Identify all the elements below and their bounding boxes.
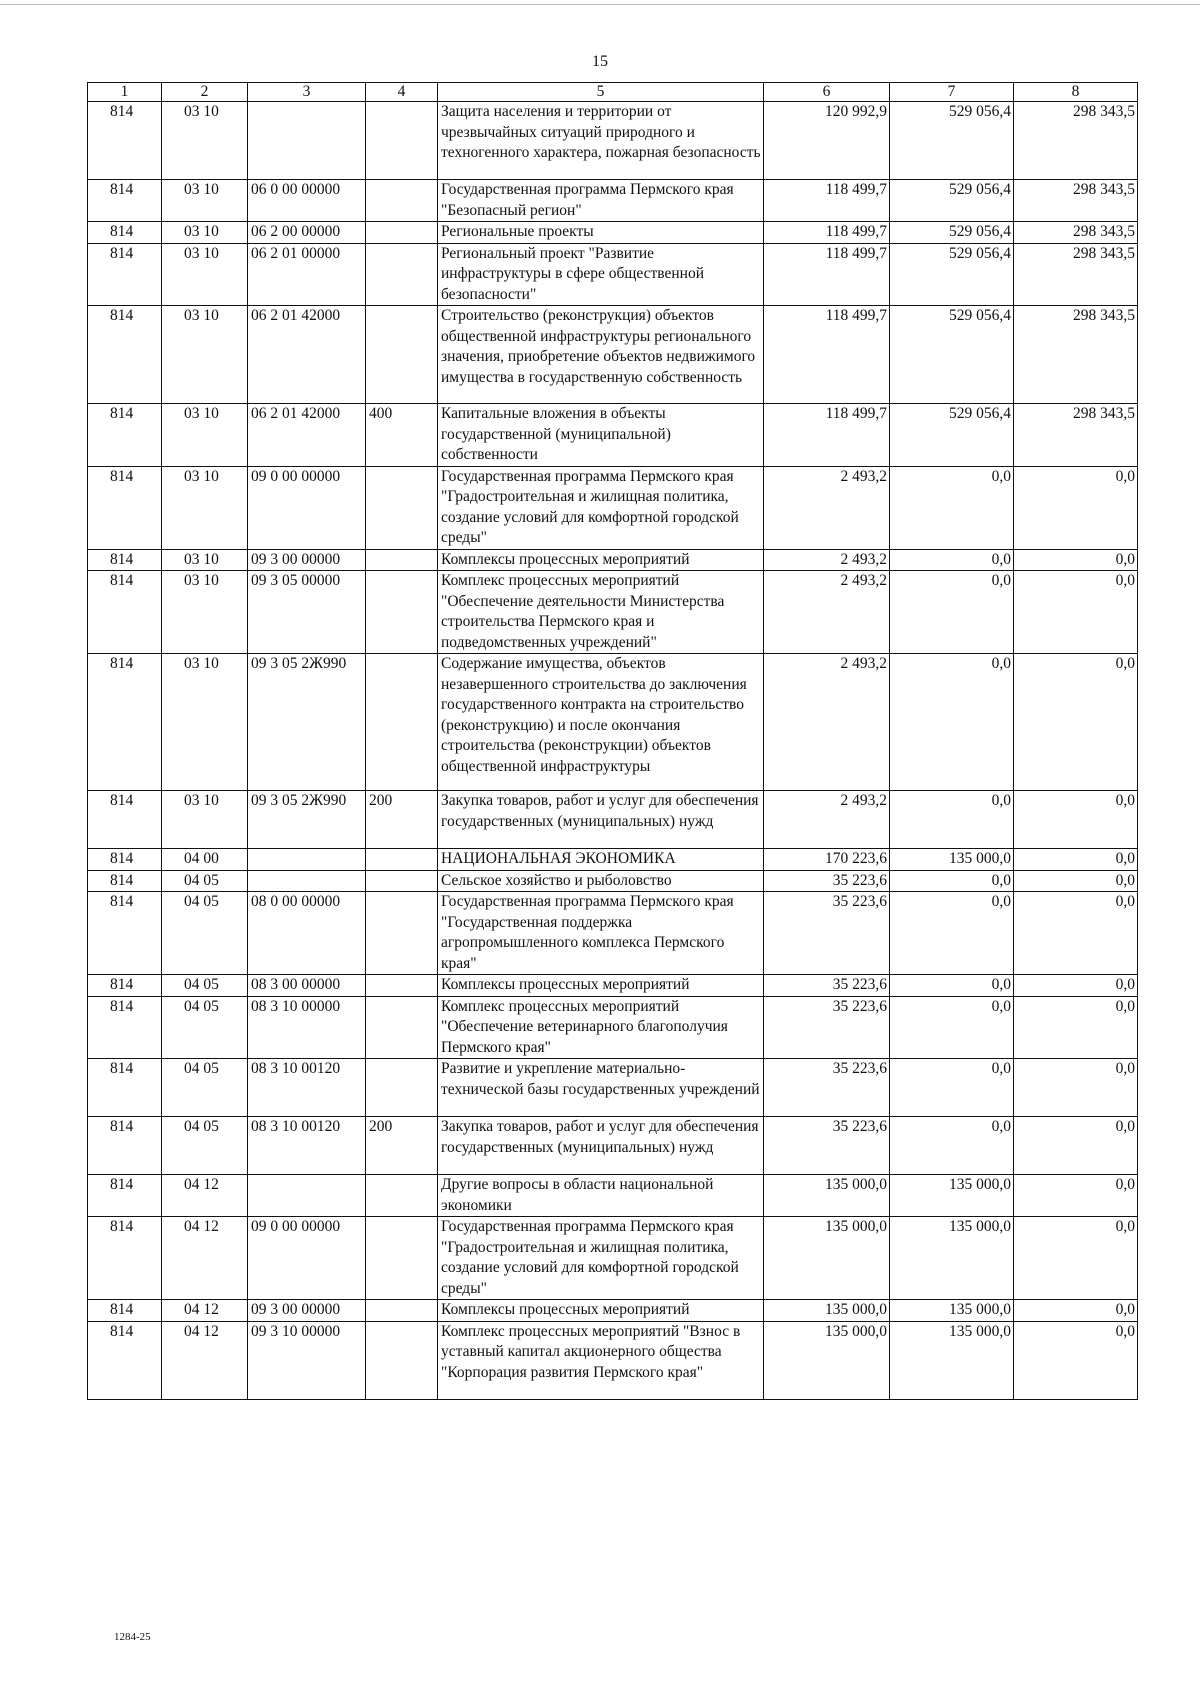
amount-cell: 0,0: [1014, 1059, 1138, 1117]
admin-code-cell: 814: [88, 102, 162, 180]
item-name-cell: Комплексы процессных мероприятий: [438, 1300, 764, 1322]
table-row: [88, 791, 1138, 849]
amount-cell: 0,0: [890, 1059, 1014, 1117]
section-code-cell: 04 00: [162, 849, 248, 871]
table-row: [88, 892, 1138, 975]
amount-cell: 135 000,0: [890, 1175, 1014, 1217]
expense-type-cell: [366, 571, 438, 654]
section-code-cell: 03 10: [162, 571, 248, 654]
target-code-cell: 06 2 01 42000: [248, 404, 366, 467]
admin-code-cell: 814: [88, 1217, 162, 1300]
amount-cell: 2 493,2: [764, 549, 890, 571]
table-row: [88, 849, 1138, 871]
expense-type-cell: [366, 222, 438, 244]
item-name-cell: Комплексы процессных мероприятий: [438, 975, 764, 997]
item-name-cell: Капитальные вложения в объекты государственной (муниципальной) собственности: [438, 404, 764, 467]
expense-type-cell: 200: [366, 1117, 438, 1175]
admin-code-cell: 814: [88, 466, 162, 549]
section-code-cell: 04 05: [162, 1059, 248, 1117]
item-name-cell: Сельское хозяйство и рыболовство: [438, 870, 764, 892]
section-code-cell: 03 10: [162, 102, 248, 180]
column-number-header-row: [88, 83, 1138, 102]
item-name-cell: Строительство (реконструкция) объектов общественной инфраструктуры регионального значения, приобретение объектов недвижимого имущества в государственную собственность: [438, 306, 764, 404]
target-code-cell: [248, 849, 366, 871]
amount-cell: 0,0: [1014, 849, 1138, 871]
table-row: [88, 1117, 1138, 1175]
admin-code-cell: 814: [88, 1059, 162, 1117]
table-row: [88, 1300, 1138, 1322]
amount-cell: 0,0: [890, 1117, 1014, 1175]
table-row: [88, 1175, 1138, 1217]
item-name-cell: Государственная программа Пермского края "Безопасный регион": [438, 180, 764, 222]
target-code-cell: [248, 102, 366, 180]
expense-type-cell: 400: [366, 404, 438, 467]
amount-cell: 0,0: [1014, 870, 1138, 892]
admin-code-cell: 814: [88, 404, 162, 467]
admin-code-cell: 814: [88, 892, 162, 975]
target-code-cell: 08 3 10 00120: [248, 1117, 366, 1175]
amount-cell: 135 000,0: [764, 1217, 890, 1300]
expense-type-cell: [366, 466, 438, 549]
table-row: [88, 975, 1138, 997]
table-row: [88, 1217, 1138, 1300]
target-code-cell: 08 3 00 00000: [248, 975, 366, 997]
amount-cell: 298 343,5: [1014, 180, 1138, 222]
table-row: [88, 404, 1138, 467]
amount-cell: 135 000,0: [764, 1300, 890, 1322]
section-code-cell: 03 10: [162, 180, 248, 222]
column-header: 6: [764, 83, 890, 102]
amount-cell: 2 493,2: [764, 791, 890, 849]
item-name-cell: Региональный проект "Развитие инфраструктуры в сфере общественной безопасности": [438, 243, 764, 306]
target-code-cell: 08 3 10 00000: [248, 996, 366, 1059]
amount-cell: 0,0: [1014, 1175, 1138, 1217]
item-name-cell: Государственная программа Пермского края "Градостроительная и жилищная политика, создание условий для комфортной городской среды": [438, 1217, 764, 1300]
target-code-cell: 09 3 00 00000: [248, 549, 366, 571]
scan-artifact-line: [0, 4, 1200, 5]
table-row: [88, 180, 1138, 222]
table-row: [88, 654, 1138, 791]
expense-type-cell: [366, 243, 438, 306]
item-name-cell: Государственная программа Пермского края "Градостроительная и жилищная политика, создание условий для комфортной городской среды": [438, 466, 764, 549]
column-header: 8: [1014, 83, 1138, 102]
section-code-cell: 04 05: [162, 870, 248, 892]
amount-cell: 35 223,6: [764, 996, 890, 1059]
expense-type-cell: [366, 102, 438, 180]
amount-cell: 0,0: [1014, 654, 1138, 791]
item-name-cell: Комплексы процессных мероприятий: [438, 549, 764, 571]
item-name-cell: Комплекс процессных мероприятий "Взнос в уставный капитал акционерного общества "Корпорация развития Пермского края": [438, 1321, 764, 1399]
amount-cell: 0,0: [890, 892, 1014, 975]
budget-table: [87, 82, 1138, 1400]
section-code-cell: 03 10: [162, 404, 248, 467]
target-code-cell: 09 3 05 2Ж990: [248, 791, 366, 849]
section-code-cell: 03 10: [162, 243, 248, 306]
column-header: 4: [366, 83, 438, 102]
amount-cell: 0,0: [1014, 996, 1138, 1059]
table-row: [88, 466, 1138, 549]
amount-cell: 35 223,6: [764, 870, 890, 892]
document-code: 1284-25: [114, 1631, 151, 1643]
amount-cell: 298 343,5: [1014, 102, 1138, 180]
amount-cell: 529 056,4: [890, 243, 1014, 306]
amount-cell: 0,0: [1014, 571, 1138, 654]
expense-type-cell: [366, 849, 438, 871]
item-name-cell: Развитие и укрепление материально-технической базы государственных учреждений: [438, 1059, 764, 1117]
column-header: 7: [890, 83, 1014, 102]
admin-code-cell: 814: [88, 791, 162, 849]
item-name-cell: Защита населения и территории от чрезвычайных ситуаций природного и техногенного характера, пожарная безопасность: [438, 102, 764, 180]
target-code-cell: 06 2 01 42000: [248, 306, 366, 404]
target-code-cell: [248, 870, 366, 892]
column-header: 3: [248, 83, 366, 102]
admin-code-cell: 814: [88, 222, 162, 244]
amount-cell: 2 493,2: [764, 654, 890, 791]
item-name-cell: Другие вопросы в области национальной экономики: [438, 1175, 764, 1217]
section-code-cell: 04 05: [162, 996, 248, 1059]
expense-type-cell: [366, 1059, 438, 1117]
amount-cell: 0,0: [1014, 1117, 1138, 1175]
admin-code-cell: 814: [88, 654, 162, 791]
expense-type-cell: [366, 1321, 438, 1399]
section-code-cell: 04 12: [162, 1217, 248, 1300]
item-name-cell: НАЦИОНАЛЬНАЯ ЭКОНОМИКА: [438, 849, 764, 871]
target-code-cell: 08 3 10 00120: [248, 1059, 366, 1117]
section-code-cell: 03 10: [162, 549, 248, 571]
amount-cell: 118 499,7: [764, 180, 890, 222]
expense-type-cell: [366, 1217, 438, 1300]
admin-code-cell: 814: [88, 180, 162, 222]
amount-cell: 0,0: [1014, 975, 1138, 997]
admin-code-cell: 814: [88, 1321, 162, 1399]
table-row: [88, 102, 1138, 180]
amount-cell: 0,0: [890, 996, 1014, 1059]
admin-code-cell: 814: [88, 571, 162, 654]
amount-cell: 529 056,4: [890, 404, 1014, 467]
admin-code-cell: 814: [88, 1117, 162, 1175]
table-row: [88, 549, 1138, 571]
section-code-cell: 04 12: [162, 1175, 248, 1217]
admin-code-cell: 814: [88, 975, 162, 997]
table-row: [88, 222, 1138, 244]
admin-code-cell: 814: [88, 1175, 162, 1217]
amount-cell: 529 056,4: [890, 306, 1014, 404]
item-name-cell: Закупка товаров, работ и услуг для обеспечения государственных (муниципальных) нужд: [438, 1117, 764, 1175]
amount-cell: 0,0: [890, 870, 1014, 892]
admin-code-cell: 814: [88, 1300, 162, 1322]
amount-cell: 0,0: [1014, 1217, 1138, 1300]
section-code-cell: 03 10: [162, 466, 248, 549]
section-code-cell: 03 10: [162, 306, 248, 404]
table-row: [88, 1059, 1138, 1117]
target-code-cell: 09 3 05 2Ж990: [248, 654, 366, 791]
target-code-cell: 06 2 01 00000: [248, 243, 366, 306]
amount-cell: 35 223,6: [764, 892, 890, 975]
expense-type-cell: [366, 549, 438, 571]
expense-type-cell: [366, 1175, 438, 1217]
amount-cell: 118 499,7: [764, 243, 890, 306]
item-name-cell: Содержание имущества, объектов незавершенного строительства до заключения государственного контракта на строительство (реконструкцию) и после окончания строительства (реконструкции) объектов общественной инфраструктуры: [438, 654, 764, 791]
target-code-cell: 08 0 00 00000: [248, 892, 366, 975]
amount-cell: 298 343,5: [1014, 306, 1138, 404]
amount-cell: 529 056,4: [890, 102, 1014, 180]
amount-cell: 0,0: [1014, 549, 1138, 571]
amount-cell: 298 343,5: [1014, 243, 1138, 306]
amount-cell: 0,0: [890, 654, 1014, 791]
target-code-cell: 09 0 00 00000: [248, 466, 366, 549]
amount-cell: 0,0: [1014, 466, 1138, 549]
column-header: 2: [162, 83, 248, 102]
page-number: 15: [592, 53, 608, 70]
amount-cell: 35 223,6: [764, 1117, 890, 1175]
target-code-cell: 09 3 00 00000: [248, 1300, 366, 1322]
amount-cell: 0,0: [1014, 1321, 1138, 1399]
section-code-cell: 04 05: [162, 892, 248, 975]
amount-cell: 298 343,5: [1014, 222, 1138, 244]
item-name-cell: Региональные проекты: [438, 222, 764, 244]
admin-code-cell: 814: [88, 306, 162, 404]
amount-cell: 135 000,0: [890, 1321, 1014, 1399]
amount-cell: 118 499,7: [764, 404, 890, 467]
admin-code-cell: 814: [88, 243, 162, 306]
target-code-cell: [248, 1175, 366, 1217]
amount-cell: 135 000,0: [890, 1217, 1014, 1300]
amount-cell: 135 000,0: [890, 849, 1014, 871]
target-code-cell: 09 3 10 00000: [248, 1321, 366, 1399]
item-name-cell: Закупка товаров, работ и услуг для обеспечения государственных (муниципальных) нужд: [438, 791, 764, 849]
target-code-cell: 09 3 05 00000: [248, 571, 366, 654]
section-code-cell: 04 05: [162, 975, 248, 997]
amount-cell: 35 223,6: [764, 1059, 890, 1117]
amount-cell: 135 000,0: [890, 1300, 1014, 1322]
amount-cell: 2 493,2: [764, 571, 890, 654]
target-code-cell: 09 0 00 00000: [248, 1217, 366, 1300]
table-row: [88, 306, 1138, 404]
admin-code-cell: 814: [88, 996, 162, 1059]
item-name-cell: Государственная программа Пермского края "Государственная поддержка агропромышленного комплекса Пермского края": [438, 892, 764, 975]
column-header: 1: [88, 83, 162, 102]
admin-code-cell: 814: [88, 870, 162, 892]
amount-cell: 529 056,4: [890, 180, 1014, 222]
table-row: [88, 571, 1138, 654]
target-code-cell: 06 0 00 00000: [248, 180, 366, 222]
expense-type-cell: [366, 870, 438, 892]
section-code-cell: 04 05: [162, 1117, 248, 1175]
item-name-cell: Комплекс процессных мероприятий "Обеспечение ветеринарного благополучия Пермского края": [438, 996, 764, 1059]
section-code-cell: 04 12: [162, 1300, 248, 1322]
amount-cell: 298 343,5: [1014, 404, 1138, 467]
amount-cell: 0,0: [890, 791, 1014, 849]
amount-cell: 0,0: [890, 466, 1014, 549]
expense-type-cell: [366, 306, 438, 404]
expense-type-cell: [366, 975, 438, 997]
amount-cell: 118 499,7: [764, 306, 890, 404]
amount-cell: 0,0: [890, 975, 1014, 997]
amount-cell: 0,0: [890, 549, 1014, 571]
amount-cell: 2 493,2: [764, 466, 890, 549]
target-code-cell: 06 2 00 00000: [248, 222, 366, 244]
admin-code-cell: 814: [88, 849, 162, 871]
item-name-cell: Комплекс процессных мероприятий "Обеспечение деятельности Министерства строительства Пермского края и подведомственных учреждений": [438, 571, 764, 654]
expense-type-cell: [366, 654, 438, 791]
section-code-cell: 03 10: [162, 791, 248, 849]
expense-type-cell: 200: [366, 791, 438, 849]
amount-cell: 170 223,6: [764, 849, 890, 871]
expense-type-cell: [366, 996, 438, 1059]
amount-cell: 135 000,0: [764, 1175, 890, 1217]
table-row: [88, 1321, 1138, 1399]
column-header: 5: [438, 83, 764, 102]
section-code-cell: 03 10: [162, 222, 248, 244]
amount-cell: 529 056,4: [890, 222, 1014, 244]
amount-cell: 35 223,6: [764, 975, 890, 997]
amount-cell: 0,0: [890, 571, 1014, 654]
amount-cell: 120 992,9: [764, 102, 890, 180]
section-code-cell: 04 12: [162, 1321, 248, 1399]
amount-cell: 135 000,0: [764, 1321, 890, 1399]
expense-type-cell: [366, 180, 438, 222]
admin-code-cell: 814: [88, 549, 162, 571]
section-code-cell: 03 10: [162, 654, 248, 791]
expense-type-cell: [366, 892, 438, 975]
amount-cell: 0,0: [1014, 892, 1138, 975]
amount-cell: 0,0: [1014, 1300, 1138, 1322]
table-row: [88, 870, 1138, 892]
amount-cell: 0,0: [1014, 791, 1138, 849]
table-row: [88, 996, 1138, 1059]
table-row: [88, 243, 1138, 306]
amount-cell: 118 499,7: [764, 222, 890, 244]
expense-type-cell: [366, 1300, 438, 1322]
